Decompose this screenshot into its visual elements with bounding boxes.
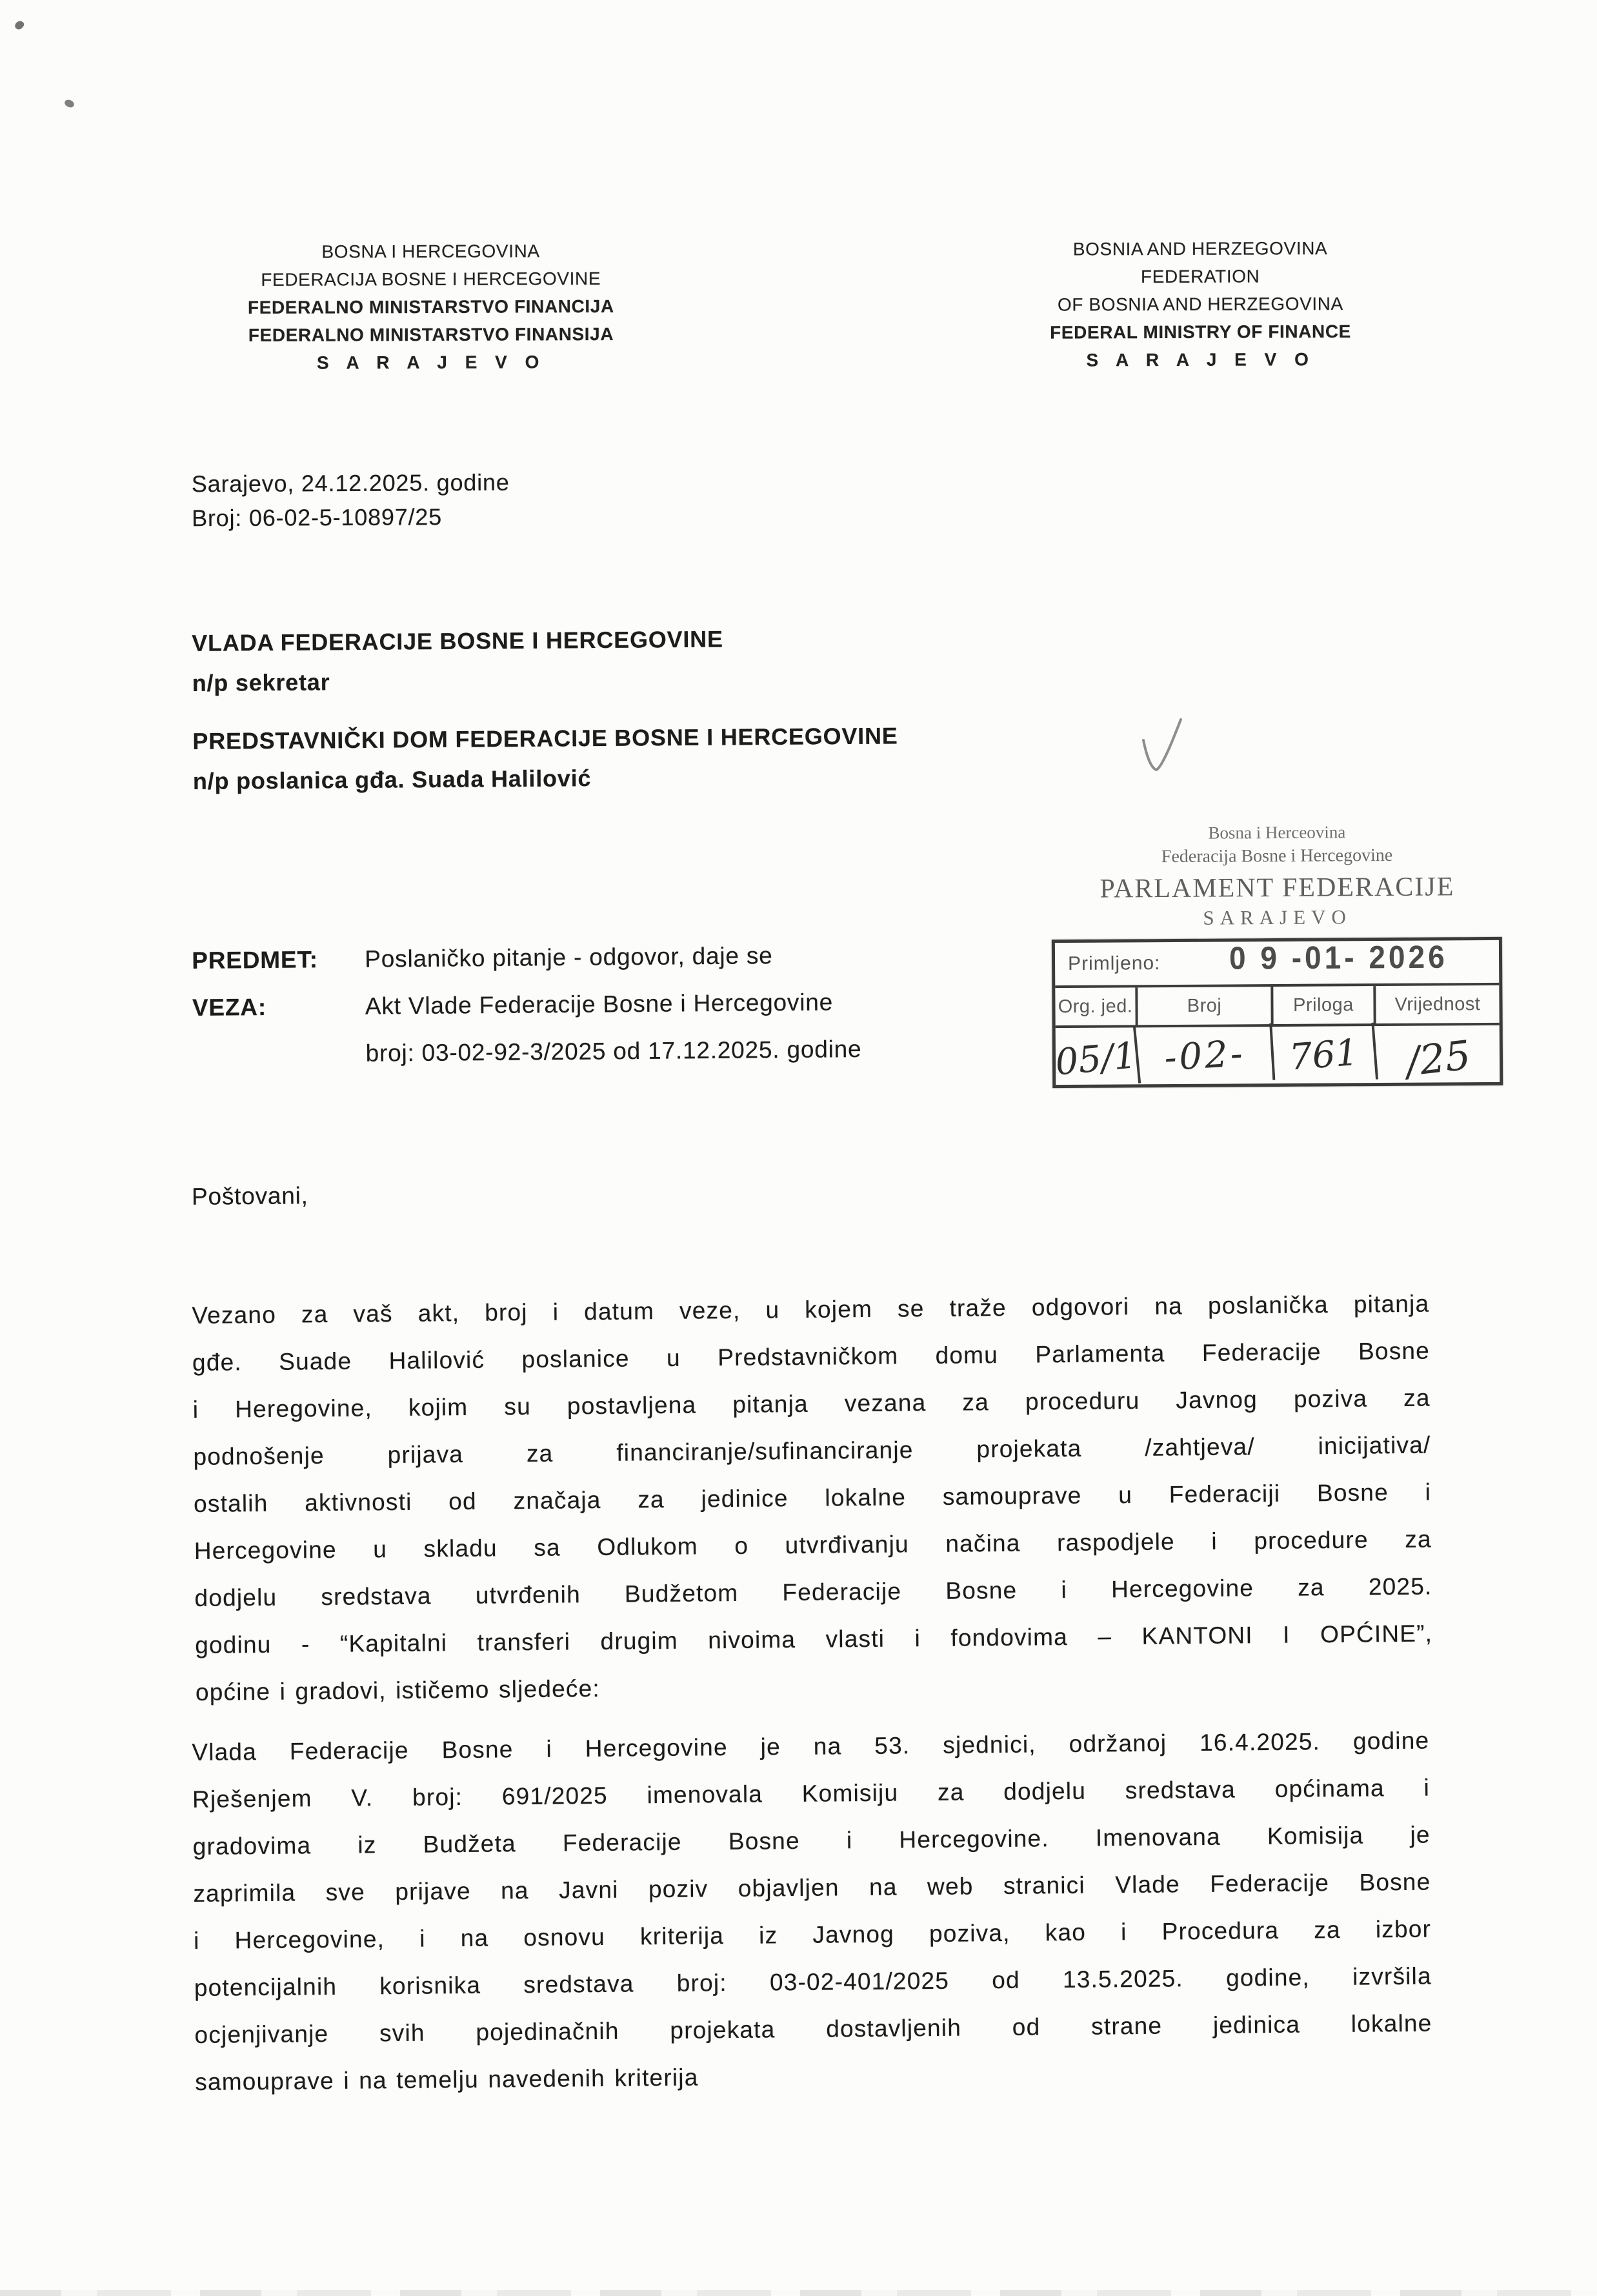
reference-row <box>192 976 1109 1031</box>
subject-text: Poslaničko pitanje - odgovor, daje se <box>365 942 773 972</box>
letterhead-line: BOSNIA AND HERZEGOVINA <box>1072 238 1328 259</box>
paragraph-line: ostalih aktivnosti od značaja za jedinice lokalne samouprave u Federaciji Bosne i <box>193 1478 1432 1517</box>
paragraph-line: Rješenjem V. broj: 691/2025 imenovala Komisiju za dodjelu sredstava općinama i <box>192 1774 1431 1813</box>
recipient-attn: n/p poslanica gđa. Suada Halilović <box>192 765 592 794</box>
scan-speck <box>14 19 25 31</box>
paragraph-line: Vezano za vaš akt, broj i datum veze, u kojem se traže odgovori na poslanička pitanja <box>192 1290 1430 1329</box>
paragraph-line: ocjenjivanje svih pojedinačnih projekata dostavljenih od strane jedinica lokalne <box>194 2009 1432 2048</box>
paragraph-line: i Heregovine, kojim su postavljena pitanja vezana za proceduru Javnog poziva za <box>192 1384 1431 1423</box>
paragraph-line: zaprimila sve prijave na Javni poziv objavljen na web stranici Vlade Federacije Bosne <box>193 1868 1431 1907</box>
document-meta <box>192 465 510 536</box>
subject-label: PREDMET: <box>192 946 319 974</box>
letterhead-line: FEDERALNO MINISTARSTVO FINANCIJA <box>247 296 614 317</box>
recipient-org: VLADA FEDERACIJE BOSNE I HERCEGOVINE <box>192 625 723 656</box>
salutation: Poštovani, <box>191 1182 308 1210</box>
body-paragraph-2 <box>192 1717 1433 2106</box>
recipients <box>192 618 898 801</box>
subject-row <box>192 929 1109 984</box>
subject-reference-block <box>192 929 1109 1078</box>
letterhead-english <box>1010 234 1391 374</box>
column-header: Priloga <box>1273 986 1376 1024</box>
handwritten-value: 761 <box>1272 1023 1378 1087</box>
column-header: Org. jed. <box>1055 987 1138 1025</box>
stamp-org-line: Federacija Bosne i Hercegovine <box>1161 845 1393 867</box>
letterhead-line: FEDERALNO MINISTARSTVO FINANSIJA <box>248 324 614 345</box>
receipt-stamp-table <box>1052 937 1503 1088</box>
recipient-attn: n/p sekretar <box>192 669 330 696</box>
handwritten-checkmark-icon <box>1139 715 1188 778</box>
place-date: Sarajevo, 24.12.2025. godine <box>191 468 510 498</box>
stamp-org-line: Bosna i Herceovina <box>1208 822 1346 843</box>
received-label: Primljeno: <box>1067 952 1161 974</box>
handwritten-value: /25 <box>1403 1031 1473 1085</box>
paragraph-line: podnošenje prijava za financiranje/sufinanciranje projekata /zahtjeva/ inicijativa/ <box>193 1431 1431 1470</box>
handwritten-value: -02- <box>1137 1023 1276 1088</box>
letterhead-line: FEDERATION <box>1140 266 1260 287</box>
body-paragraph-1 <box>192 1280 1433 1716</box>
paragraph-line: Hercegovine u skladu sa Odlukom o utvrđivanju načina raspodjele i procedure za <box>194 1526 1432 1564</box>
paragraph-line: potencijalnih korisnika sredstava broj: 03-02-401/2025 od 13.5.2025. godine, izvršila <box>194 1962 1432 2001</box>
received-row <box>1055 940 1499 988</box>
letterhead-line: OF BOSNIA AND HERZEGOVINA <box>1057 294 1343 315</box>
recipient-org: PREDSTAVNIČKI DOM FEDERACIJE BOSNE I HERCEGOVINE <box>192 722 898 754</box>
handwritten-value: 05/1 <box>1054 1027 1141 1091</box>
paragraph-line: općine i gradovi, ističemo sljedeće: <box>195 1675 601 1706</box>
letterhead-city: S A R A J E V O <box>1086 349 1315 370</box>
letterhead-line: FEDERACIJA BOSNE I HERCEGOVINE <box>261 268 601 290</box>
paragraph-line: gđe. Suade Halilović poslanice u Predstavničkom domu Parlamenta Federacije Bosne <box>192 1337 1431 1376</box>
paragraph-line: dodjelu sredstava utvrđenih Budžetom Federacije Bosne i Hercegovine za 2025. <box>194 1573 1432 1611</box>
reference-number: broj: 03-02-92-3/2025 od 17.12.2025. godine <box>365 1035 862 1067</box>
paragraph-line: i Hercegovine, i na osnovu kriterija iz Javnog poziva, kao i Procedura za izbor <box>193 1915 1432 1954</box>
column-header: Vrijednost <box>1394 993 1481 1015</box>
receipt-stamp <box>1051 820 1505 1088</box>
letterhead-line: BOSNA I HERCEGOVINA <box>321 241 540 262</box>
paragraph-line: Vlada Federacije Bosne i Hercegovine je na 53. sjednici, održanoj 16.4.2025. godine <box>192 1727 1430 1766</box>
reference-label: VEZA: <box>192 993 267 1021</box>
scan-speck <box>64 99 75 108</box>
stamp-org-name: PARLAMENT FEDERACIJE <box>1100 872 1455 904</box>
stamp-table-header-row <box>1055 985 1499 1028</box>
reference-text: Akt Vlade Federacije Bosne i Hercegovine <box>365 989 834 1020</box>
letterhead-city: S A R A J E V O <box>316 352 546 373</box>
paragraph-line: samouprave i na temelju navedenih kriterija <box>195 2064 699 2095</box>
paragraph-line: godinu - “Kapitalni transferi drugim nivoima vlasti i fondovima – KANTONI I OPĆINE”, <box>195 1620 1433 1658</box>
column-header: Broj <box>1138 987 1273 1025</box>
letterhead <box>0 234 1597 373</box>
stamp-org-city: SARAJEVO <box>1203 905 1352 929</box>
letterhead-bosnian <box>190 237 672 378</box>
paragraph-line: gradovima iz Budžeta Federacije Bosne i Hercegovine. Imenovana Komisija je <box>192 1821 1431 1860</box>
scan-bottom-edge <box>0 2290 1597 2296</box>
received-date-stamp: 0 9 -01- 2026 <box>1229 938 1448 976</box>
stamp-table-value-row <box>1053 1025 1500 1085</box>
document-number: Broj: 06-02-5-10897/25 <box>192 503 443 532</box>
letterhead-line: FEDERAL MINISTRY OF FINANCE <box>1050 321 1351 343</box>
